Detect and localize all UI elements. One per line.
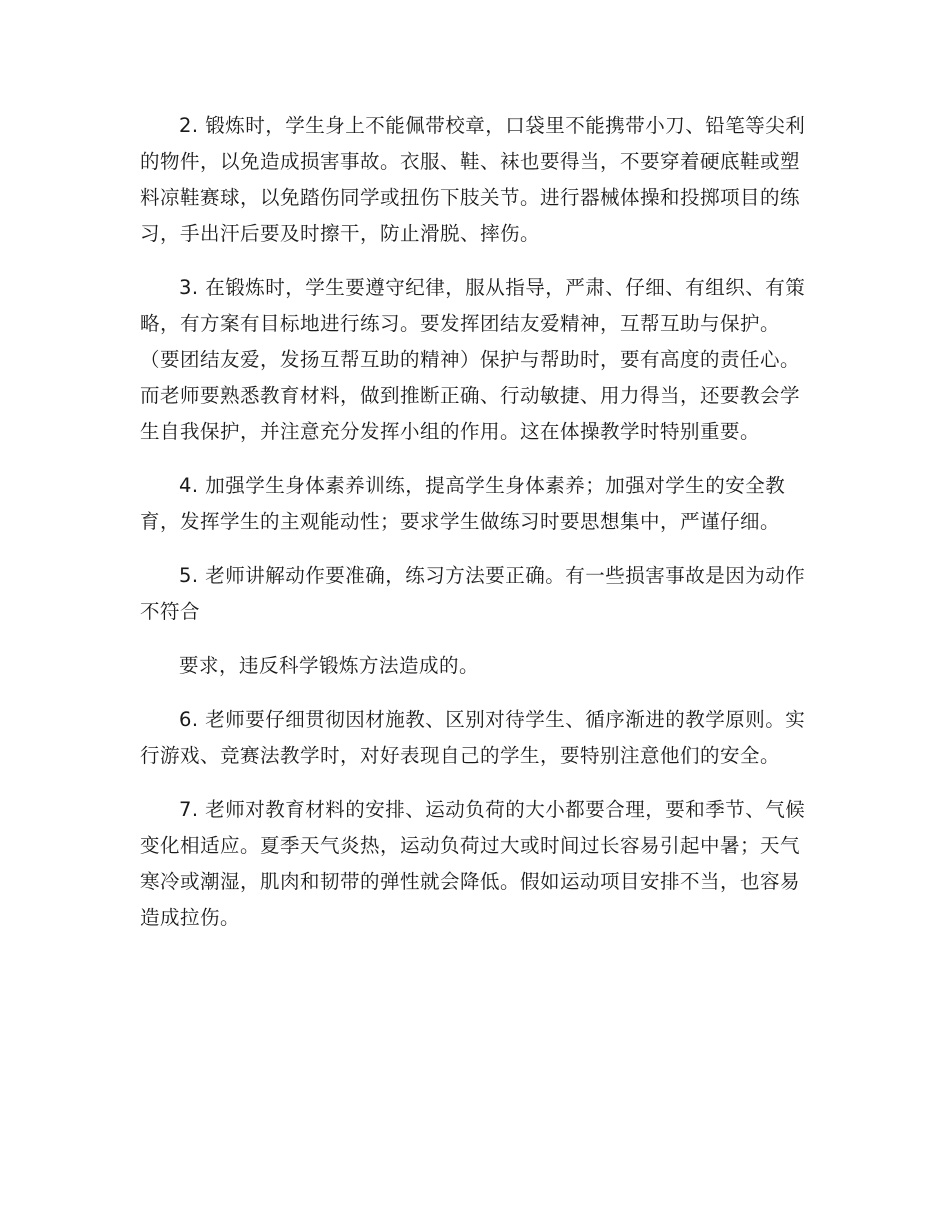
paragraph-item-5-continuation: 要求，违反科学锻炼方法造成的。 xyxy=(179,654,480,677)
document-body xyxy=(140,108,810,954)
paragraph-item-4: 4. 加强学生身体素养训练，提高学生身体素养；加强对学生的安全教育，发挥学生的主观能动性；要求学生做练习时要思想集中，严谨仔细。 xyxy=(140,474,786,533)
paragraph-item-3: 3. 在锻炼时，学生要遵守纪律，服从指导，严肃、仔细、有组织、有策略，有方案有目标地进行练习。要发挥团结友爱精神，互帮互助与保护。（要团结友爱，发扬互帮互助的精神）保护与帮助时，要有高度的责任心。而老师要熟悉教育材料，做到推断正确、行动敏捷、用力得当，还要教会学生自我保护，并注意充分发挥小组的作用。这在体操教学时特别重要。 xyxy=(140,276,806,443)
paragraph-item-6: 6. 老师要仔细贯彻因材施教、区别对待学生、循序渐进的教学原则。实行游戏、竞赛法教学时，对好表现自己的学生，要特别注意他们的安全。 xyxy=(140,708,806,767)
paragraph-item-2: 2. 锻炼时，学生身上不能佩带校章，口袋里不能携带小刀、铅笔等尖利的物件，以免造成损害事故。衣服、鞋、袜也要得当，不要穿着硬底鞋或塑料凉鞋赛球，以免踏伤同学或扭伤下肢关节。进行器械体操和投掷项目的练习，手出汗后要及时擦干，防止滑脱、摔伤。 xyxy=(140,114,806,245)
paragraph-item-5: 5. 老师讲解动作要准确，练习方法要正确。有一些损害事故是因为动作不符合 xyxy=(140,564,806,623)
paragraph-item-7: 7. 老师对教育材料的安排、运动负荷的大小都要合理，要和季节、气候变化相适应。夏季天气炎热，运动负荷过大或时间过长容易引起中暑；天气寒冷或潮湿，肌肉和韧带的弹性就会降低。假如运动项目安排不当，也容易造成拉伤。 xyxy=(140,798,806,929)
